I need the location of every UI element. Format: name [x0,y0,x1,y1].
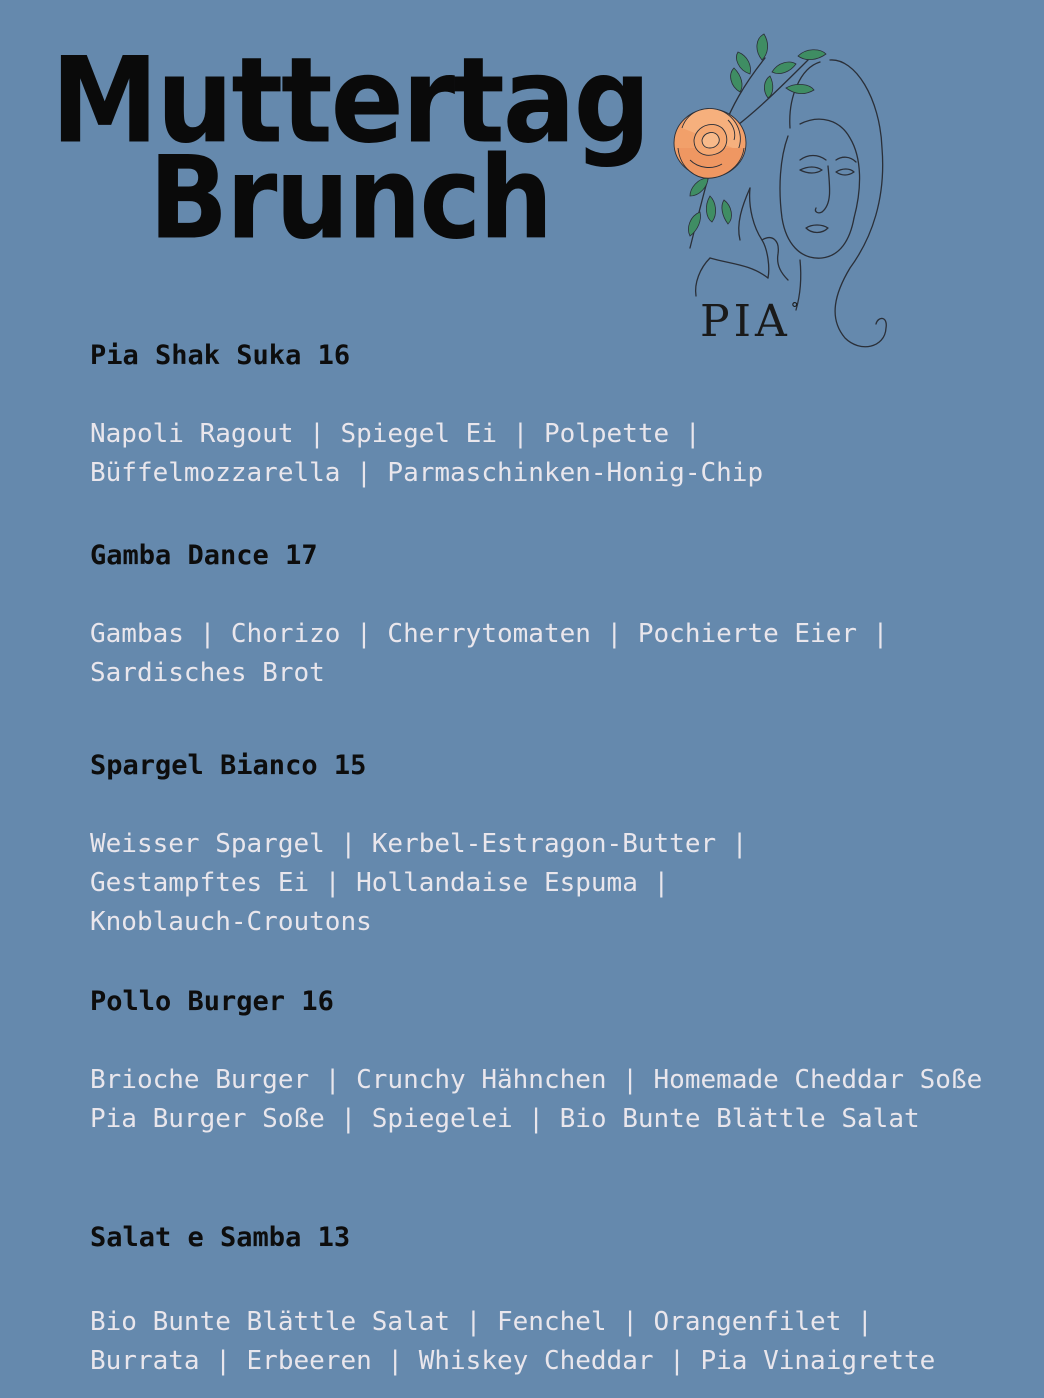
dish-description [90,1061,982,1139]
dish-description-line: Gambas | Chorizo | Cherrytomaten | Pochierte Eier | [90,619,889,649]
dish-description-line: Bio Bunte Blättle Salat | Fenchel | Orangenfilet | [90,1307,873,1337]
dish-description-line: Brioche Burger | Crunchy Hähnchen | Homemade Cheddar Soße [90,1065,983,1095]
dish-description [90,1303,935,1381]
dish-name: Salat e Samba 13 [90,1222,351,1253]
logo-degree-mark: ° [790,299,799,318]
dish-description-line: Burrata | Erbeeren | Whiskey Cheddar | Pia Vinaigrette [90,1346,936,1376]
title-line-1: Muttertag [51,32,649,171]
dish-name: Pollo Burger 16 [90,986,334,1017]
dish-name: Gamba Dance 17 [90,540,318,571]
dish-description-line: Knoblauch-Croutons [90,907,372,937]
dish-description-line: Pia Burger Soße | Spiegelei | Bio Bunte Blättle Salat [90,1104,920,1134]
dish-description-line: Weisser Spargel | Kerbel-Estragon-Butter | [90,829,748,859]
title-line-2: Brunch [148,130,552,266]
rose-icon [674,109,746,179]
dish-description-line: Napoli Ragout | Spiegel Ei | Polpette | [90,419,701,449]
dish-description [90,615,888,693]
dish-name: Pia Shak Suka 16 [90,340,351,371]
dish-description [90,825,747,942]
logo-text: PIA [700,296,791,347]
dish-description-line: Sardisches Brot [90,658,325,688]
dish-description-line: Gestampftes Ei | Hollandaise Espuma | [90,868,670,898]
restaurant-logo [700,296,799,347]
dish-description [90,415,763,493]
dish-description-line: Büffelmozzarella | Parmaschinken-Honig-Chip [90,458,764,488]
dish-name: Spargel Bianco 15 [90,750,367,781]
